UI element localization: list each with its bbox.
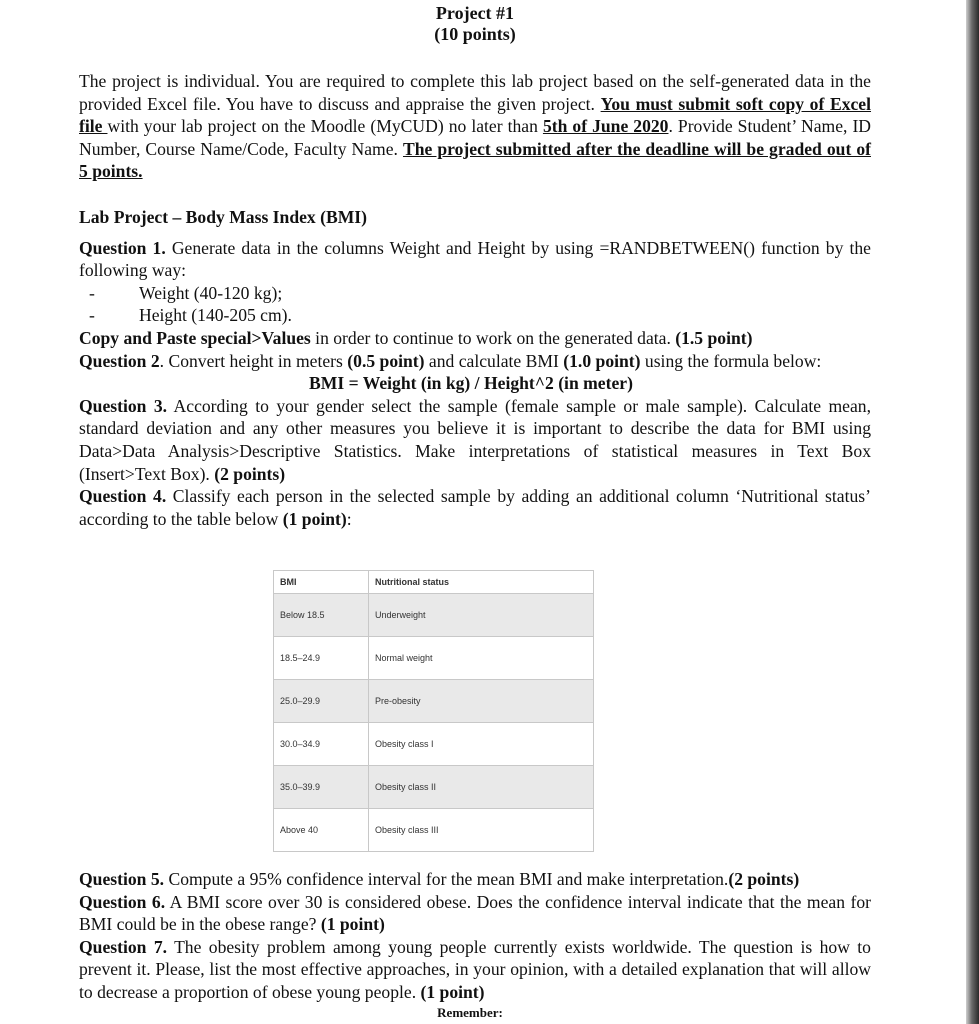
window-edge-shadow [966, 0, 979, 1024]
intro-text-3: . Provide Student’ Name, ID Number, Course Name/Code, Faculty Name. [79, 116, 872, 159]
question-6-label: Question 6. [79, 891, 166, 912]
list-item-weight: Weight (40-120 kg); [139, 282, 283, 303]
question-7-text: The obesity problem among young people currently exists worldwide. The question is how to prevent it. Please, list the most effective approaches, in your opinion, with a detailed explanation that will allow to decrease a proportion of obese young people. [79, 936, 871, 1002]
table-header-status: Nutritional status [369, 571, 594, 594]
table-cell-status: Underweight [369, 594, 594, 637]
list-item: - Weight (40-120 kg); [89, 282, 283, 303]
question-7 [79, 936, 871, 1004]
question-5 [79, 868, 871, 891]
copy-paste-text: in order to continue to work on the generated data. [310, 327, 676, 348]
project-points: (10 points) [434, 24, 516, 44]
question-4-points: (1 point) [282, 508, 347, 529]
question-3 [79, 395, 871, 485]
question-5-label: Question 5. [79, 869, 165, 889]
table-cell-status: Obesity class III [369, 809, 594, 852]
question-3-points: (2 points) [214, 463, 286, 484]
question-6-points: (1 point) [320, 914, 385, 935]
table-header-row [274, 571, 594, 594]
question-1-text: Generate data in the columns Weight and Height by using =RANDBETWEEN() function by the following way: [79, 237, 871, 281]
question-4-tail: : [346, 508, 352, 529]
copy-paste-points: (1.5 point) [675, 327, 753, 348]
lab-title: Lab Project – Body Mass Index (BMI) [79, 206, 368, 227]
table-row [274, 723, 594, 766]
table-cell-bmi: 18.5–24.9 [274, 637, 369, 680]
question-2-points-1: (0.5 point) [347, 350, 425, 371]
intro-submit-note: You must submit soft copy of Excel file [79, 93, 872, 137]
intro-deadline: 5th of June 2020 [542, 116, 669, 137]
intro-paragraph [79, 70, 871, 183]
question-6 [79, 891, 871, 936]
table-cell-bmi: Below 18.5 [274, 594, 369, 637]
table-header-bmi: BMI [274, 571, 369, 594]
list-item: - Height (140-205 cm). [89, 305, 292, 326]
table-row [274, 680, 594, 723]
question-2-text-1: . Convert height in meters [159, 350, 348, 371]
table-row [274, 809, 594, 852]
question-2-text-2: and calculate BMI [424, 350, 564, 371]
intro-text-2: with your lab project on the Moodle (MyCUD) no later than [107, 116, 543, 137]
question-1-label: Question 1. [79, 237, 166, 258]
table-row [274, 594, 594, 637]
remember-heading: Remember: [437, 1004, 503, 1020]
table-cell-status: Normal weight [369, 637, 594, 680]
table-cell-bmi: Above 40 [274, 809, 369, 852]
document-lower-section [79, 868, 871, 1021]
question-4-text: Classify each person in the selected sample by adding an additional column ‘Nutritional status’ according to the table below [79, 486, 871, 529]
table-cell-bmi: 35.0–39.9 [274, 766, 369, 809]
intro-late-note: The project submitted after the deadline will be graded out of 5 points. [79, 138, 871, 182]
question-7-points: (1 point) [420, 981, 485, 1002]
question-4 [79, 485, 871, 530]
table-cell-status: Obesity class II [369, 766, 594, 809]
question-2-points-2: (1.0 point) [563, 350, 641, 371]
intro-text-1: The project is individual. You are required to complete this lab project based on the self-generated data in the provided Excel file. You have to discuss and appraise the given project. [79, 71, 871, 114]
table-row [274, 637, 594, 680]
copy-paste-instruction [79, 327, 871, 350]
copy-paste-bold: Copy and Paste special>Values [79, 327, 311, 348]
question-4-label: Question 4. [79, 486, 167, 507]
table-cell-status: Obesity class I [369, 723, 594, 766]
question-5-text: Compute a 95% confidence interval for the mean BMI and make interpretation. [164, 869, 729, 889]
document-page [79, 0, 871, 530]
table-cell-bmi: 25.0–29.9 [274, 680, 369, 723]
project-title: Project #1 [435, 3, 515, 23]
question-7-label: Question 7. [79, 936, 168, 957]
bmi-formula: BMI = Weight (in kg) / Height^2 (in meter) [309, 373, 633, 394]
list-item-height: Height (140-205 cm). [139, 305, 292, 326]
table-row [274, 766, 594, 809]
question-6-text: A BMI score over 30 is considered obese. Does the confidence interval indicate that the mean for BMI could be in the obese range? [79, 891, 871, 935]
question-3-text: According to your gender select the sample (female sample or male sample). Calculate mean, standard deviation and any other measures you believe it is important to describe the data for BMI using Data>Data Analysis>Descriptive Statistics. Make interpretations of statistical measures in Text Box (Insert>Text Box). [79, 395, 871, 484]
question-3-label: Question 3. [79, 395, 168, 416]
table-cell-status: Pre-obesity [369, 680, 594, 723]
bmi-classification-table [273, 570, 594, 852]
question-2-text-3: using the formula below: [640, 350, 822, 371]
question-5-points: (2 points) [728, 869, 800, 889]
question-2-label: Question 2 [79, 350, 160, 371]
table-cell-bmi: 30.0–34.9 [274, 723, 369, 766]
question-2 [79, 350, 871, 373]
question-1 [79, 237, 871, 282]
